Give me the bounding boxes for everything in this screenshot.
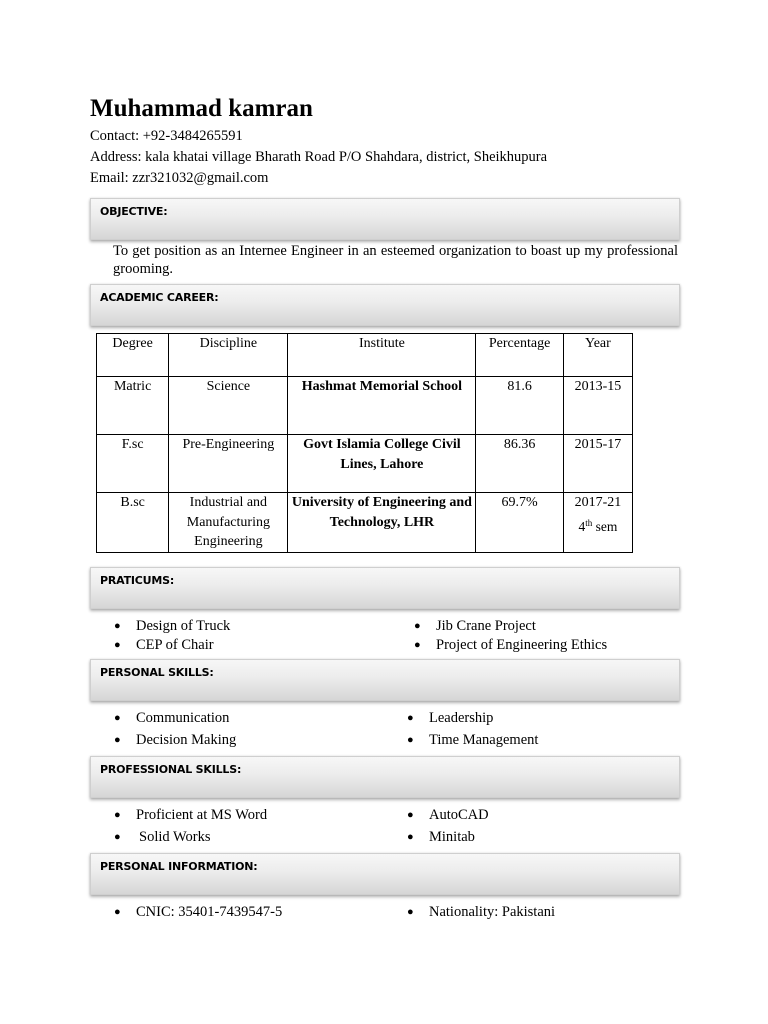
bullet-icon: ● (407, 809, 414, 821)
professional-skills-heading: PROFESSIONAL SKILLS: (100, 763, 242, 776)
table-header-row (97, 334, 633, 377)
professional-skills-banner (90, 756, 680, 798)
header-year: Year (563, 334, 632, 377)
academic-career-banner (90, 284, 680, 326)
degree-cell: F.sc (97, 435, 169, 493)
bullet-icon: ● (114, 906, 121, 918)
academic-career-heading: ACADEMIC CAREER: (100, 291, 219, 304)
header-institute: Institute (288, 334, 476, 377)
bullet-icon: ● (407, 906, 414, 918)
education-table (96, 333, 633, 553)
table-row (97, 377, 633, 435)
year-value: 2017-21 (574, 495, 622, 510)
personal-skills-banner (90, 659, 680, 701)
email-line: Email: zzr321032@gmail.com (90, 170, 269, 186)
table-row (97, 435, 633, 493)
percentage-cell: 86.36 (476, 435, 563, 493)
bullet-icon: ● (114, 809, 121, 821)
year-cell (563, 493, 632, 553)
objective-banner (90, 198, 680, 240)
contact-line: Contact: +92-3484265591 (90, 128, 243, 144)
header-percentage: Percentage (476, 334, 563, 377)
praticums-heading: PRATICUMS: (100, 574, 175, 587)
semester-label: sem (592, 518, 618, 534)
header-degree: Degree (97, 334, 169, 377)
bullet-icon: ● (114, 620, 121, 632)
discipline-cell: Industrial and Manufacturing Engineering (169, 493, 288, 553)
institute-cell: University of Engineering and Technology, LHR (288, 493, 476, 553)
discipline-cell: Science (169, 377, 288, 435)
degree-cell: Matric (97, 377, 169, 435)
semester-number: 4 (578, 518, 586, 534)
percentage-cell: 69.7% (476, 493, 563, 553)
discipline-cell: Pre-Engineering (169, 435, 288, 493)
bullet-icon: ● (114, 712, 121, 724)
bullet-icon: ● (114, 734, 121, 746)
personal-skills-heading: PERSONAL SKILLS: (100, 666, 214, 679)
personal-information-banner (90, 853, 680, 895)
year-cell: 2015-17 (563, 435, 632, 493)
semester-suffix: th (585, 517, 593, 528)
personal-information-heading: PERSONAL INFORMATION: (100, 860, 258, 873)
year-cell: 2013-15 (563, 377, 632, 435)
table-row (97, 493, 633, 553)
institute-cell: Hashmat Memorial School (288, 377, 476, 435)
bullet-icon: ● (114, 831, 121, 843)
candidate-name: Muhammad kamran (90, 95, 313, 122)
bullet-icon: ● (407, 712, 414, 724)
bullet-icon: ● (114, 639, 121, 651)
praticums-banner (90, 567, 680, 609)
percentage-cell: 81.6 (476, 377, 563, 435)
bullet-icon: ● (407, 734, 414, 746)
institute-cell: Govt Islamia College Civil Lines, Lahore (288, 435, 476, 493)
objective-text: To get position as an Internee Engineer in an esteemed organization to boast up my professional grooming. (113, 243, 678, 277)
header-discipline: Discipline (169, 334, 288, 377)
semester-note (567, 517, 629, 537)
bullet-icon: ● (414, 639, 421, 651)
bullet-icon: ● (414, 620, 421, 632)
degree-cell: B.sc (97, 493, 169, 553)
address-line: Address: kala khatai village Bharath Road P/O Shahdara, district, Sheikhupura (90, 149, 548, 165)
bullet-icon: ● (407, 831, 414, 843)
objective-heading: OBJECTIVE: (100, 205, 168, 218)
resume-page: Muhammad kamran Contact: +92-3484265591 Address: kala khatai village Bharath Road P/O Shahdara, district, Sheikhupura Email: zzr321032@gmail.com OBJECTIVE: To get position as an Internee Engineer in an esteemed organization to boast up my professional grooming. ACADEMIC CAREER: Degree Discipline Institute Percentage Year Matric Science Hashmat Memorial School 81.6 2013-15 F.sc Pre-Engineering Govt Islamia College Civil Lines, Lahore 86.36 2015-17 B.sc Industrial and Manufacturing Engineering University of Engineering and Technology, LHR 69.7% 2017-21 4th sem PRATICUMS: ● Design of Truck ● CEP of Chair ● Jib Crane Project ● Project of Engineering Ethics PERSONAL SKILLS: ● Communication ● Decision Making ● Leadership ● Time Management PROFESSIONAL SKILLS: ● Proficient at MS Word ● Solid Works ● AutoCAD ● Minitab PERSONAL INFORMATION: ● CNIC: 35401-7439547-5 ● Nationality: Pakistani (90, 95, 678, 920)
